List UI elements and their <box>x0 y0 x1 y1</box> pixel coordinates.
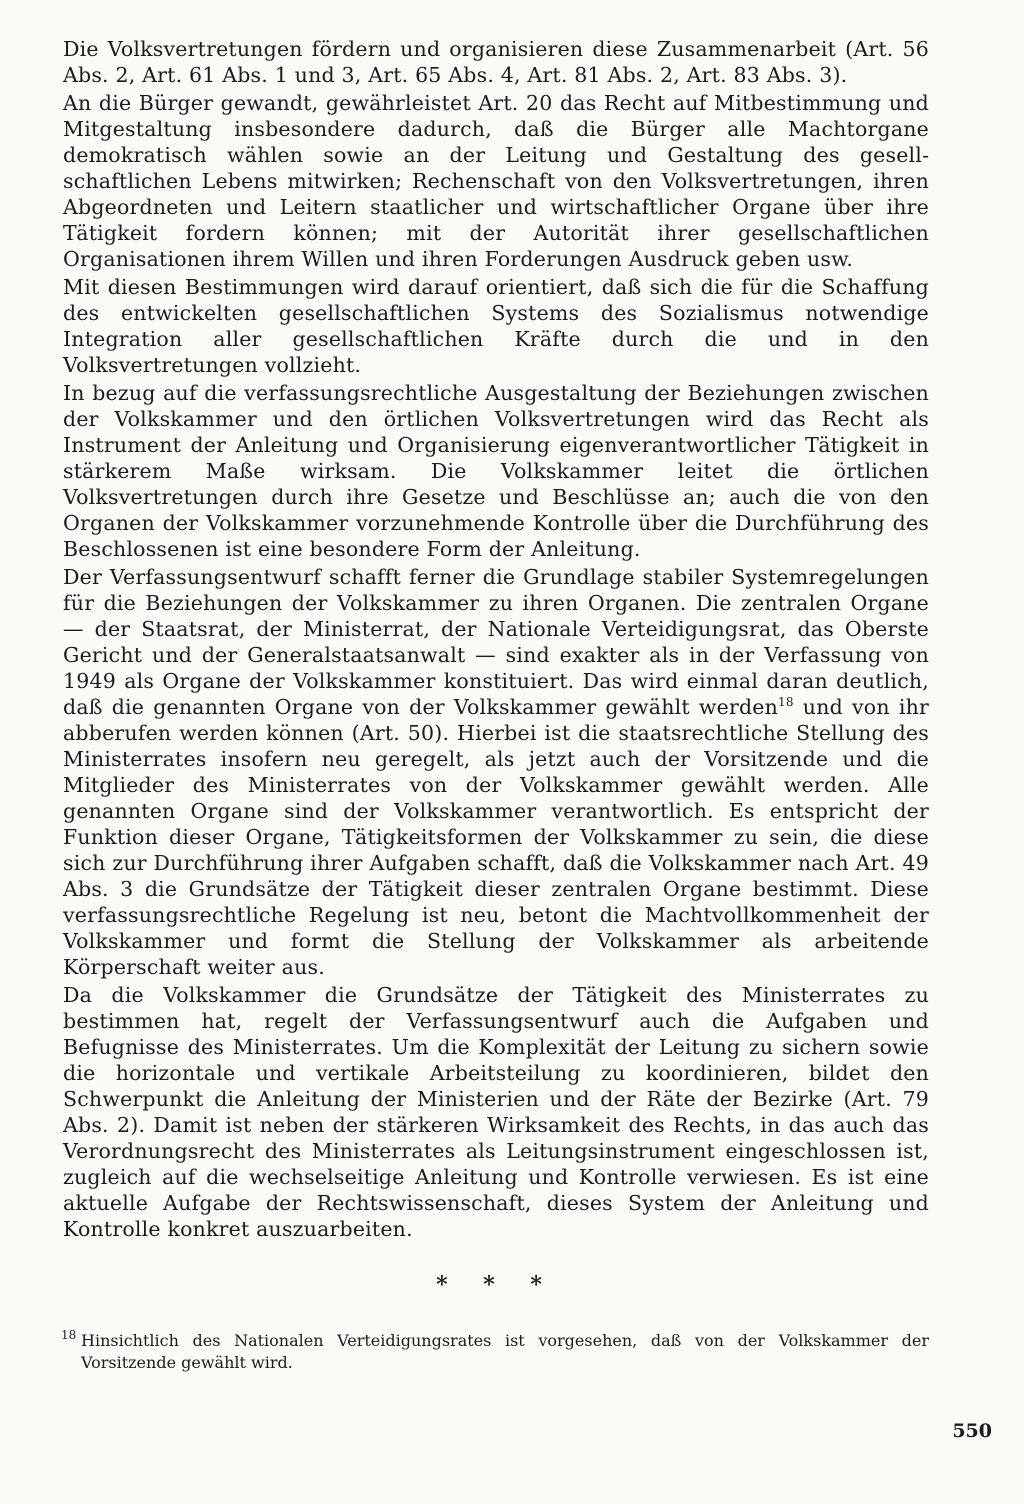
page-number: 550 <box>952 1420 992 1442</box>
paragraph-4: In bezug auf die verfassungsrechtliche Ausgestaltung der Beziehungen zwischen der Volkskammer und den örtlichen Volksvertretungen wird das Recht als Instrument der Anleitung und Organisierung eigenverantwortlicher Tätigkeit in stärkerem Maße wirksam. Die Volkskammer leitet die örtlichen Volksvertretungen durch ihre Gesetze und Beschlüsse an; auch die von den Organen der Volkskammer vorzunehmende Kontrolle über die Durchführung des Beschlossenen ist eine besondere Form der Anleitung. <box>63 381 929 561</box>
footnote <box>63 1330 929 1374</box>
footnote-text: Hinsichtlich des Nationalen Verteidigungsrates ist vorgesehen, daß von der Volkskammer der Vorsitzende gewählt wird. <box>81 1331 929 1372</box>
footnote-number: 18 <box>61 1328 77 1342</box>
paragraph-5-part-1: Der Verfassungsentwurf schafft ferner die Grundlage stabiler Systemregelungen für die Beziehungen der Volkskammer zu ihren Organen. Die zentralen Organe — der Staatsrat, der Ministerrat, der Nationale Verteidigungsrat, das Oberste Gericht und der Generalstaatsanwalt — sind exakter als in der Verfassung von 1949 als Organe der Volkskammer konstituiert. Das wird einmal daran deutlich, daß die genannten Organe von der Volkskammer gewählt werden <box>63 565 929 719</box>
paragraph-1: Die Volksvertretungen fördern und organisieren diese Zusammenarbeit (Art. 56 Abs. 2, Art. 61 Abs. 1 und 3, Art. 65 Abs. 4, Art. 81 Abs. 2, Art. 83 Abs. 3). <box>63 37 929 87</box>
section-ornament: * * * <box>436 1272 556 1298</box>
paragraph-2: An die Bürger gewandt, gewährleistet Art. 20 das Recht auf Mitbestimmung und Mitgestaltung insbesondere dadurch, daß die Bürger alle Machtorgane demokratisch wählen sowie an der Leitung und Gestaltung des gesellschaftlichen Lebens mitwirken; Rechenschaft von den Volksvertretungen, ihren Abgeordneten und Leitern staatlicher und wirtschaftlicher Organe über ihre Tätigkeit fordern können; mit der Autorität ihrer gesellschaftlichen Organisationen ihrem Willen und ihren Forderungen Ausdruck geben usw. <box>63 91 929 271</box>
paragraph-6: Da die Volkskammer die Grundsätze der Tätigkeit des Ministerrates zu bestimmen hat, regelt der Verfassungsentwurf auch die Aufgaben und Befugnisse des Ministerrates. Um die Komplexität der Leitung zu sichern sowie die horizontale und vertikale Arbeitsteilung zu koordinieren, bildet den Schwerpunkt die Anleitung der Ministerien und der Räte der Bezirke (Art. 79 Abs. 2). Damit ist neben der stärkeren Wirksamkeit des Rechts, in das auch das Verordnungsrecht des Ministerrates als Leitungsinstrument eingeschlossen ist, zugleich auf die wechselseitige Anleitung und Kontrolle verwiesen. Es ist eine aktuelle Aufgabe der Rechtswissenschaft, dieses System der Anleitung und Kontrolle konkret auszuarbeiten. <box>63 983 929 1241</box>
paragraph-5-part-2: und von ihr abberufen werden können (Art. 50). Hierbei ist die staatsrechtliche Stellung des Ministerrates insofern neu geregelt, als jetzt auch der Vorsitzende und die Mitglieder des Ministerrates von der Volkskammer gewählt werden. Alle genannten Organe sind der Volkskammer verantwortlich. Es entspricht der Funktion dieser Organe, Tätigkeitsformen der Volkskammer zu sein, die diese sich zur Durchführung ihrer Aufgaben schafft, daß die Volkskammer nach Art. 49 Abs. 3 die Grundsätze der Tätigkeit dieser zentralen Organe bestimmt. Diese verfassungsrechtliche Regelung ist neu, betont die Machtvollkommenheit der Volkskammer und formt die Stellung der Volkskammer als arbeitende Körperschaft weiter aus. <box>63 695 929 979</box>
paragraph-3: Mit diesen Bestimmungen wird darauf orientiert, daß sich die für die Schaffung des entwickelten gesellschaftlichen Systems des Sozialismus notwendige Integration aller gesellschaftlichen Kräfte durch die und in den Volksvertretungen vollzieht. <box>63 275 929 377</box>
footnote-reference: 18 <box>778 695 794 710</box>
paragraph-5 <box>63 564 929 980</box>
document-page <box>63 36 929 1374</box>
